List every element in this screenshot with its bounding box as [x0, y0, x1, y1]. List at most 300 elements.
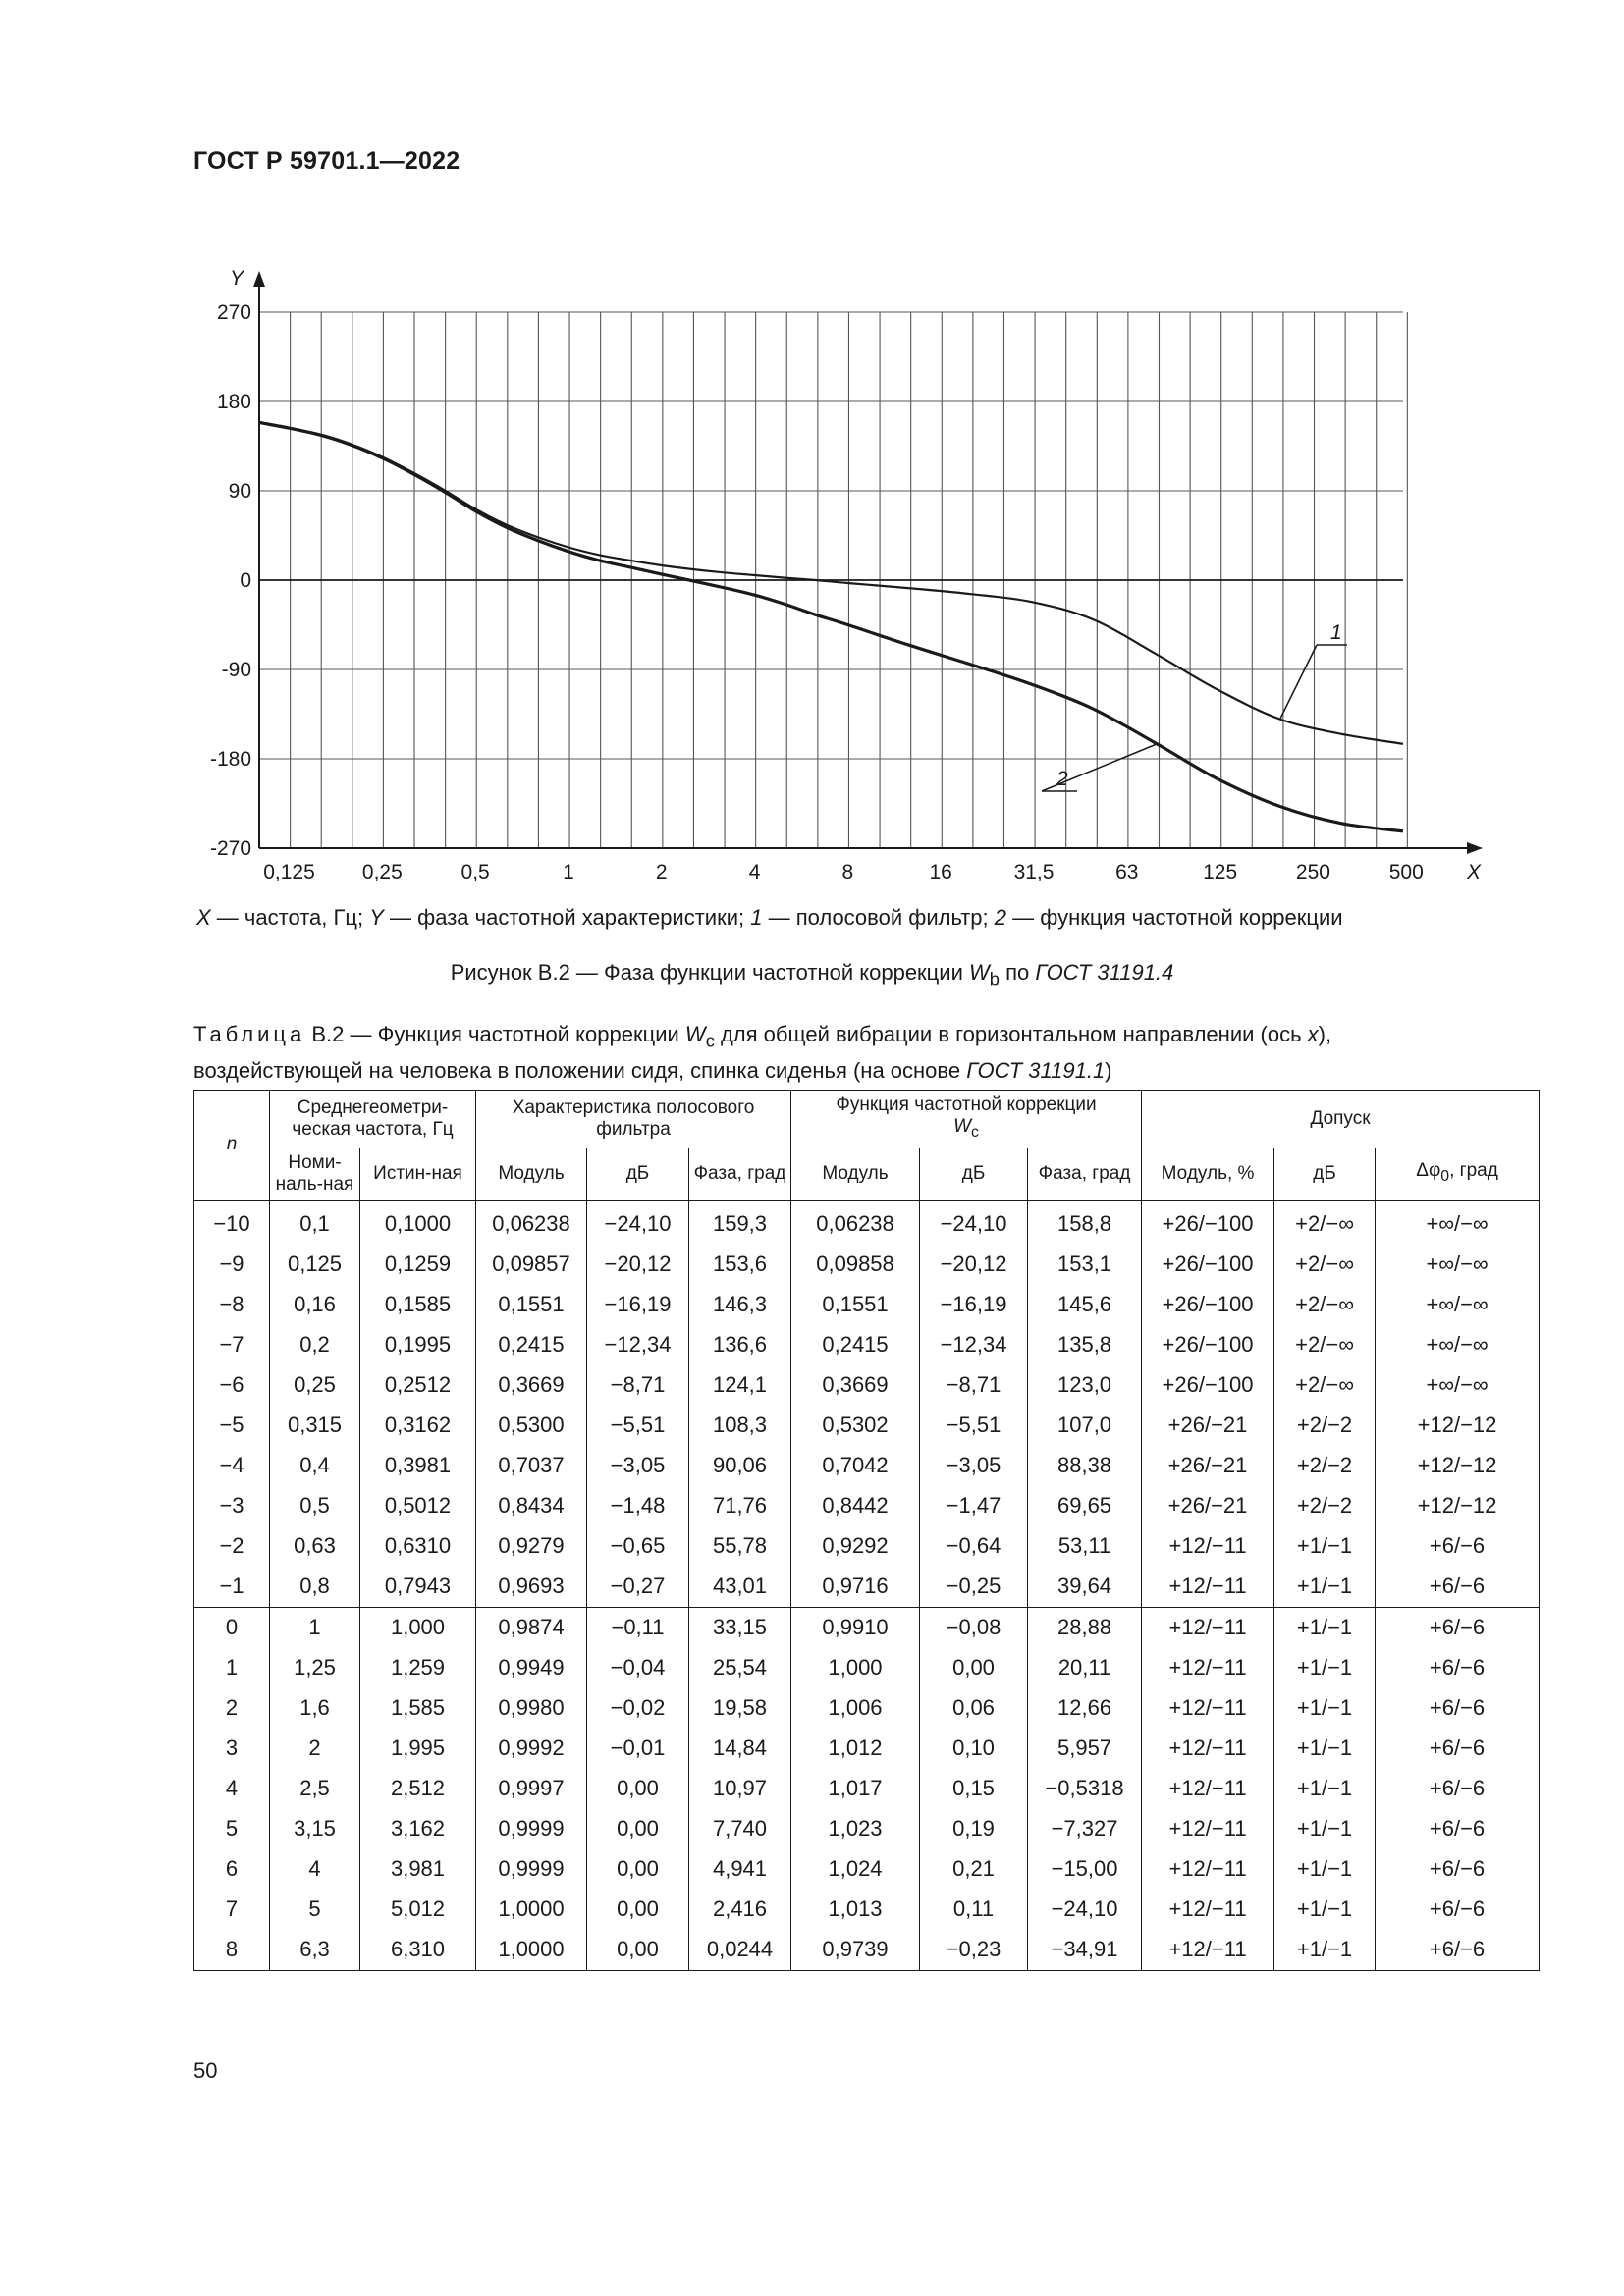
table-cell: +1/−1: [1274, 1567, 1376, 1608]
table-cell: +1/−1: [1274, 1890, 1376, 1930]
table-cell: 0,9279: [476, 1526, 587, 1567]
table-cell: 0,3669: [791, 1365, 920, 1406]
table-cell: 0,00: [587, 1930, 689, 1971]
table-cell: +6/−6: [1376, 1607, 1540, 1648]
table-cell: 135,8: [1028, 1325, 1142, 1365]
table-cell: −10: [194, 1200, 270, 1245]
table-caption-text-2: для общей вибрации в горизонтальном направлении (ось: [714, 1022, 1308, 1046]
table-cell: 5: [194, 1809, 270, 1849]
table-cell: +26/−100: [1142, 1285, 1274, 1325]
table-caption-text-1: В.2 — Функция частотной коррекции: [305, 1022, 685, 1046]
table-row: [194, 1648, 1540, 1688]
table-cell: 10,97: [689, 1769, 791, 1809]
table-cell: 12,66: [1028, 1688, 1142, 1729]
table-cell: 0,09858: [791, 1245, 920, 1285]
table-cell: −6: [194, 1365, 270, 1406]
table-cell: −5: [194, 1406, 270, 1446]
table-cell: −0,25: [920, 1567, 1028, 1608]
table-cell: −2: [194, 1526, 270, 1567]
table-cell: 2,416: [689, 1890, 791, 1930]
table-cell: 0,5: [270, 1486, 360, 1526]
header-db-2: дБ: [920, 1148, 1028, 1200]
header-modulus-1: Модуль: [476, 1148, 587, 1200]
table-cell: 1,0000: [476, 1890, 587, 1930]
header-delta-phi: $\Delta\varphi_0$, град: [1376, 1148, 1540, 1200]
table-cell: 0,21: [920, 1849, 1028, 1890]
header-band-filter: Характеристика полосового фильтра: [476, 1091, 791, 1148]
table-cell: +26/−100: [1142, 1325, 1274, 1365]
table-cell: 0,4: [270, 1446, 360, 1486]
header-nominal: Номи-наль-ная: [270, 1148, 360, 1200]
y-tick-label: -90: [221, 659, 251, 681]
table-cell: 0,8442: [791, 1486, 920, 1526]
table-cell: −0,08: [920, 1607, 1028, 1648]
table-cell: 0,16: [270, 1285, 360, 1325]
table-cell: +6/−6: [1376, 1648, 1540, 1688]
table-row: [194, 1406, 1540, 1446]
table-cell: −16,19: [587, 1285, 689, 1325]
table-cell: 1,017: [791, 1769, 920, 1809]
table-caption-axis: x: [1307, 1022, 1319, 1046]
table-cell: 6: [194, 1849, 270, 1890]
table-row: [194, 1729, 1540, 1769]
table-row: [194, 1567, 1540, 1608]
table-cell: +1/−1: [1274, 1849, 1376, 1890]
x-tick-label: 0,125: [263, 861, 315, 883]
chart-tick-labels: [210, 267, 1482, 883]
table-row: [194, 1526, 1540, 1567]
table-cell: +1/−1: [1274, 1607, 1376, 1648]
table-cell: 1,023: [791, 1809, 920, 1849]
table-cell: 146,3: [689, 1285, 791, 1325]
table-cell: 0,00: [587, 1890, 689, 1930]
table-cell: +2/−∞: [1274, 1325, 1376, 1365]
table-caption-w-sub: c: [705, 1030, 715, 1051]
table-caption-ref: ГОСТ 31191.1: [966, 1058, 1106, 1084]
caption-mid: по: [999, 960, 1036, 985]
table-cell: 3,162: [360, 1809, 476, 1849]
table-cell: 0,9997: [476, 1769, 587, 1809]
y-tick-label: -270: [209, 837, 251, 860]
table-cell: 71,76: [689, 1486, 791, 1526]
table-cell: 53,11: [1028, 1526, 1142, 1567]
table-cell: 0,2512: [360, 1365, 476, 1406]
table-cell: 0,6310: [360, 1526, 476, 1567]
table-cell: −0,04: [587, 1648, 689, 1688]
table-cell: +2/−∞: [1274, 1285, 1376, 1325]
table-cell: −0,64: [920, 1526, 1028, 1567]
table-cell: 1,024: [791, 1849, 920, 1890]
table-cell: 0,63: [270, 1526, 360, 1567]
table-cell: −0,01: [587, 1729, 689, 1769]
table-cell: 1,0000: [476, 1930, 587, 1971]
table-cell: −24,10: [1028, 1890, 1142, 1930]
table-cell: 0,1585: [360, 1285, 476, 1325]
table-cell: +12/−11: [1142, 1688, 1274, 1729]
table-cell: 108,3: [689, 1406, 791, 1446]
y-tick-label: 0: [240, 569, 251, 592]
caption-w-sub: b: [989, 968, 1000, 989]
table-cell: 0,315: [270, 1406, 360, 1446]
x-tick-label: 8: [841, 861, 854, 883]
table-cell: −0,23: [920, 1930, 1028, 1971]
legend-1-desc: — полосовой фильтр;: [762, 905, 995, 930]
table-cell: +6/−6: [1376, 1729, 1540, 1769]
table-cell: 0,9910: [791, 1607, 920, 1648]
table-cell: +6/−6: [1376, 1567, 1540, 1608]
table-cell: 0,2: [270, 1325, 360, 1365]
table-cell: 0,9693: [476, 1567, 587, 1608]
table-caption-line2: воздействующей на человека в положении сидя, спинка сиденья (на основе: [193, 1058, 967, 1084]
legend-x-symbol: X: [196, 905, 211, 930]
y-tick-label: -180: [209, 748, 251, 771]
legend-y-symbol: Y: [369, 905, 384, 930]
caption-text: Рисунок В.2 — Фаза функции частотной коррекции: [450, 960, 969, 985]
table-cell: 1,6: [270, 1688, 360, 1729]
table-row: [194, 1607, 1540, 1648]
table-cell: −15,00: [1028, 1849, 1142, 1890]
table-cell: +12/−11: [1142, 1607, 1274, 1648]
table-cell: −12,34: [587, 1325, 689, 1365]
table-caption-text-3: ),: [1318, 1022, 1332, 1046]
table-cell: 69,65: [1028, 1486, 1142, 1526]
table-cell: +1/−1: [1274, 1688, 1376, 1729]
table-cell: 25,54: [689, 1648, 791, 1688]
table-cell: +26/−21: [1142, 1446, 1274, 1486]
table-cell: 90,06: [689, 1446, 791, 1486]
table-cell: +12/−11: [1142, 1526, 1274, 1567]
chart-axes: [253, 271, 1483, 854]
table-cell: 0,00: [920, 1648, 1028, 1688]
table-cell: 0,125: [270, 1245, 360, 1285]
table-cell: +1/−1: [1274, 1809, 1376, 1849]
table-cell: 0,00: [587, 1809, 689, 1849]
x-tick-label: 125: [1203, 861, 1238, 883]
header-frequency: Среднегеометри-ческая частота, Гц: [270, 1091, 476, 1148]
table-cell: −34,91: [1028, 1930, 1142, 1971]
table-cell: −8,71: [587, 1365, 689, 1406]
table-cell: +26/−100: [1142, 1245, 1274, 1285]
table-cell: 0,5302: [791, 1406, 920, 1446]
table-cell: 6,310: [360, 1930, 476, 1971]
table-cell: −16,19: [920, 1285, 1028, 1325]
table-cell: −1: [194, 1567, 270, 1608]
table-cell: +2/−2: [1274, 1486, 1376, 1526]
table-cell: 0,7943: [360, 1567, 476, 1608]
header-tolerance: Допуск: [1142, 1091, 1540, 1148]
table-row: [194, 1809, 1540, 1849]
table-cell: −20,12: [920, 1245, 1028, 1285]
table-cell: 0,2415: [791, 1325, 920, 1365]
table-cell: 0,9992: [476, 1729, 587, 1769]
header-correction-function: Функция частотной коррекции $W_c$: [791, 1091, 1142, 1148]
table-cell: 5: [270, 1890, 360, 1930]
table-cell: 1,012: [791, 1729, 920, 1769]
table-cell: −0,11: [587, 1607, 689, 1648]
table-cell: +2/−2: [1274, 1446, 1376, 1486]
table-cell: +12/−12: [1376, 1406, 1540, 1446]
table-cell: −3: [194, 1486, 270, 1526]
table-cell: 0,7042: [791, 1446, 920, 1486]
annotation-leader-line: [1280, 645, 1317, 720]
table-caption: [193, 1019, 1539, 1086]
table-cell: −1,47: [920, 1486, 1028, 1526]
x-tick-label: 4: [748, 861, 761, 883]
legend-x-desc: — частота, Гц;: [210, 905, 370, 930]
table-cell: −0,5318: [1028, 1769, 1142, 1809]
table-cell: 0,9292: [791, 1526, 920, 1567]
table-cell: 136,6: [689, 1325, 791, 1365]
table-cell: 3,15: [270, 1809, 360, 1849]
table-cell: 0,00: [587, 1769, 689, 1809]
chart-grid: [259, 312, 1407, 848]
table-cell: 20,11: [1028, 1648, 1142, 1688]
table-cell: 0,06238: [791, 1200, 920, 1245]
x-tick-label: 31,5: [1013, 861, 1055, 883]
table-cell: 0,1551: [476, 1285, 587, 1325]
table-cell: 0,1259: [360, 1245, 476, 1285]
table-cell: 0,1: [270, 1200, 360, 1245]
table-cell: +6/−6: [1376, 1526, 1540, 1567]
table-cell: 4,941: [689, 1849, 791, 1890]
table-cell: 2: [194, 1688, 270, 1729]
table-cell: 145,6: [1028, 1285, 1142, 1325]
table-row: [194, 1200, 1540, 1245]
table-cell: +∞/−∞: [1376, 1325, 1540, 1365]
table-cell: −0,27: [587, 1567, 689, 1608]
table-cell: +12/−11: [1142, 1849, 1274, 1890]
annotation-label-2: 2: [1056, 768, 1068, 790]
table-cell: −5,51: [587, 1406, 689, 1446]
table-cell: +12/−11: [1142, 1648, 1274, 1688]
table-cell: 0,06238: [476, 1200, 587, 1245]
x-tick-label: 500: [1388, 861, 1424, 883]
chart-series: [259, 422, 1403, 831]
table-cell: 28,88: [1028, 1607, 1142, 1648]
table-cell: −1,48: [587, 1486, 689, 1526]
table-cell: 5,012: [360, 1890, 476, 1930]
table-cell: −7,327: [1028, 1809, 1142, 1849]
table-cell: 158,8: [1028, 1200, 1142, 1245]
table-cell: +2/−∞: [1274, 1245, 1376, 1285]
table-row: [194, 1245, 1540, 1285]
table-cell: 55,78: [689, 1526, 791, 1567]
table-cell: +6/−6: [1376, 1688, 1540, 1729]
table-cell: +6/−6: [1376, 1930, 1540, 1971]
table-cell: 0,19: [920, 1809, 1028, 1849]
table-cell: 7: [194, 1890, 270, 1930]
table-cell: 4: [194, 1769, 270, 1809]
table-cell: 0,0244: [689, 1930, 791, 1971]
table-cell: 0,9739: [791, 1930, 920, 1971]
table-body: [194, 1200, 1540, 1970]
table-cell: −0,65: [587, 1526, 689, 1567]
table-cell: 153,1: [1028, 1245, 1142, 1285]
document-header: ГОСТ Р 59701.1—2022: [193, 147, 460, 175]
table-cell: 88,38: [1028, 1446, 1142, 1486]
table-cell: 19,58: [689, 1688, 791, 1729]
table-cell: 0,1551: [791, 1285, 920, 1325]
table-cell: −0,02: [587, 1688, 689, 1729]
series-line-1: [259, 422, 1403, 744]
table-cell: 6,3: [270, 1930, 360, 1971]
table-cell: 0,1000: [360, 1200, 476, 1245]
table-cell: +12/−11: [1142, 1809, 1274, 1849]
table-cell: 33,15: [689, 1607, 791, 1648]
table-cell: +∞/−∞: [1376, 1245, 1540, 1285]
page-number: 50: [193, 2058, 218, 2083]
table-cell: −20,12: [587, 1245, 689, 1285]
table-cell: 0,09857: [476, 1245, 587, 1285]
table-cell: 2,512: [360, 1769, 476, 1809]
caption-ref: ГОСТ 31191.4: [1035, 960, 1174, 985]
series-line-2: [259, 422, 1403, 830]
table-cell: −8,71: [920, 1365, 1028, 1406]
table-cell: −3,05: [587, 1446, 689, 1486]
table-cell: +∞/−∞: [1376, 1200, 1540, 1245]
table-cell: +26/−100: [1142, 1200, 1274, 1245]
table-row: [194, 1930, 1540, 1971]
legend-y-desc: — фаза частотной характеристики;: [383, 905, 751, 930]
y-tick-label: 270: [216, 301, 251, 324]
table-cell: +26/−21: [1142, 1486, 1274, 1526]
table-cell: 1,000: [791, 1648, 920, 1688]
table-cell: 1: [270, 1607, 360, 1648]
table-cell: +12/−12: [1376, 1486, 1540, 1526]
table-cell: 0,2415: [476, 1325, 587, 1365]
table-cell: +26/−100: [1142, 1365, 1274, 1406]
table-row: [194, 1325, 1540, 1365]
table-cell: 0,1995: [360, 1325, 476, 1365]
table-cell: 1,000: [360, 1607, 476, 1648]
header-phase-1: Фаза, град: [689, 1148, 791, 1200]
caption-w: W: [968, 960, 990, 985]
table-cell: +12/−11: [1142, 1567, 1274, 1608]
table-cell: 0,8: [270, 1567, 360, 1608]
table-cell: +1/−1: [1274, 1930, 1376, 1971]
legend-2-desc: — функция частотной коррекции: [1006, 905, 1343, 930]
table-cell: +∞/−∞: [1376, 1365, 1540, 1406]
table-cell: 0,5300: [476, 1406, 587, 1446]
table-cell: 0,7037: [476, 1446, 587, 1486]
table-cell: +1/−1: [1274, 1769, 1376, 1809]
header-modulus-pct: Модуль, %: [1142, 1148, 1274, 1200]
x-tick-label: 16: [929, 861, 952, 883]
header-phase-2: Фаза, град: [1028, 1148, 1142, 1200]
table-cell: −9: [194, 1245, 270, 1285]
table-cell: 0,00: [587, 1849, 689, 1890]
table-cell: 0,9716: [791, 1567, 920, 1608]
table-row: [194, 1285, 1540, 1325]
table-cell: −3,05: [920, 1446, 1028, 1486]
table-row: [194, 1365, 1540, 1406]
table-row: [194, 1486, 1540, 1526]
table-cell: 1: [194, 1648, 270, 1688]
table-cell: +1/−1: [1274, 1526, 1376, 1567]
table-cell: 0,9949: [476, 1648, 587, 1688]
x-tick-label: 0,25: [361, 861, 403, 883]
table-cell: −5,51: [920, 1406, 1028, 1446]
figure-legend: [196, 905, 1532, 931]
legend-2-symbol: 2: [994, 905, 1006, 930]
table-cell: −24,10: [920, 1200, 1028, 1245]
table-cell: 1,585: [360, 1688, 476, 1729]
table-row: [194, 1890, 1540, 1930]
x-tick-label: 1: [563, 861, 574, 883]
table-cell: +12/−11: [1142, 1769, 1274, 1809]
table-cell: 0,9980: [476, 1688, 587, 1729]
table-row: [194, 1688, 1540, 1729]
table-cell: 0,5012: [360, 1486, 476, 1526]
table-cell: 0,10: [920, 1729, 1028, 1769]
x-tick-label: 250: [1295, 861, 1330, 883]
table-cell: 0,25: [270, 1365, 360, 1406]
table-cell: +2/−∞: [1274, 1200, 1376, 1245]
table-cell: +12/−11: [1142, 1930, 1274, 1971]
y-axis-label: Y: [230, 267, 244, 290]
y-axis-arrow-icon: [253, 271, 265, 287]
table-cell: 107,0: [1028, 1406, 1142, 1446]
table-cell: 1,259: [360, 1648, 476, 1688]
table-cell: +12/−11: [1142, 1890, 1274, 1930]
table-cell: 1,995: [360, 1729, 476, 1769]
table-cell: 0,15: [920, 1769, 1028, 1809]
table-cell: 123,0: [1028, 1365, 1142, 1406]
header-n: n: [194, 1091, 270, 1201]
table-cell: 0,8434: [476, 1486, 587, 1526]
table-head: [194, 1091, 1540, 1201]
table-cell: +12/−11: [1142, 1729, 1274, 1769]
table-cell: 3,981: [360, 1849, 476, 1890]
table-row: [194, 1849, 1540, 1890]
figure-caption: [0, 960, 1624, 989]
table-cell: +26/−21: [1142, 1406, 1274, 1446]
table-cell: 0,9874: [476, 1607, 587, 1648]
table-cell: +1/−1: [1274, 1648, 1376, 1688]
table-cell: +6/−6: [1376, 1890, 1540, 1930]
table-cell: +12/−12: [1376, 1446, 1540, 1486]
x-tick-label: 63: [1115, 861, 1139, 883]
table-cell: +∞/−∞: [1376, 1285, 1540, 1325]
x-axis-label: X: [1467, 861, 1482, 883]
header-db-1: дБ: [587, 1148, 689, 1200]
y-tick-label: 90: [228, 480, 251, 503]
table-cell: +2/−∞: [1274, 1365, 1376, 1406]
table-cell: 0,06: [920, 1688, 1028, 1729]
table-cell: +6/−6: [1376, 1849, 1540, 1890]
table-cell: 2: [270, 1729, 360, 1769]
phase-chart: [0, 0, 1624, 903]
table-cell: +6/−6: [1376, 1769, 1540, 1809]
table-cell: 1,006: [791, 1688, 920, 1729]
legend-1-symbol: 1: [750, 905, 763, 930]
table-cell: 7,740: [689, 1809, 791, 1849]
table-cell: 1,013: [791, 1890, 920, 1930]
table-cell: 14,84: [689, 1729, 791, 1769]
table-cell: −4: [194, 1446, 270, 1486]
table-cell: 0,11: [920, 1890, 1028, 1930]
table-container: [193, 1090, 1539, 1971]
table-cell: 0,9999: [476, 1809, 587, 1849]
table-caption-w: W: [684, 1022, 706, 1046]
header-modulus-2: Модуль: [791, 1148, 920, 1200]
correction-table: [193, 1090, 1540, 1971]
x-tick-label: 0,5: [460, 861, 490, 883]
table-cell: 124,1: [689, 1365, 791, 1406]
table-cell: 8: [194, 1930, 270, 1971]
table-cell: +2/−2: [1274, 1406, 1376, 1446]
table-cell: 0,3162: [360, 1406, 476, 1446]
